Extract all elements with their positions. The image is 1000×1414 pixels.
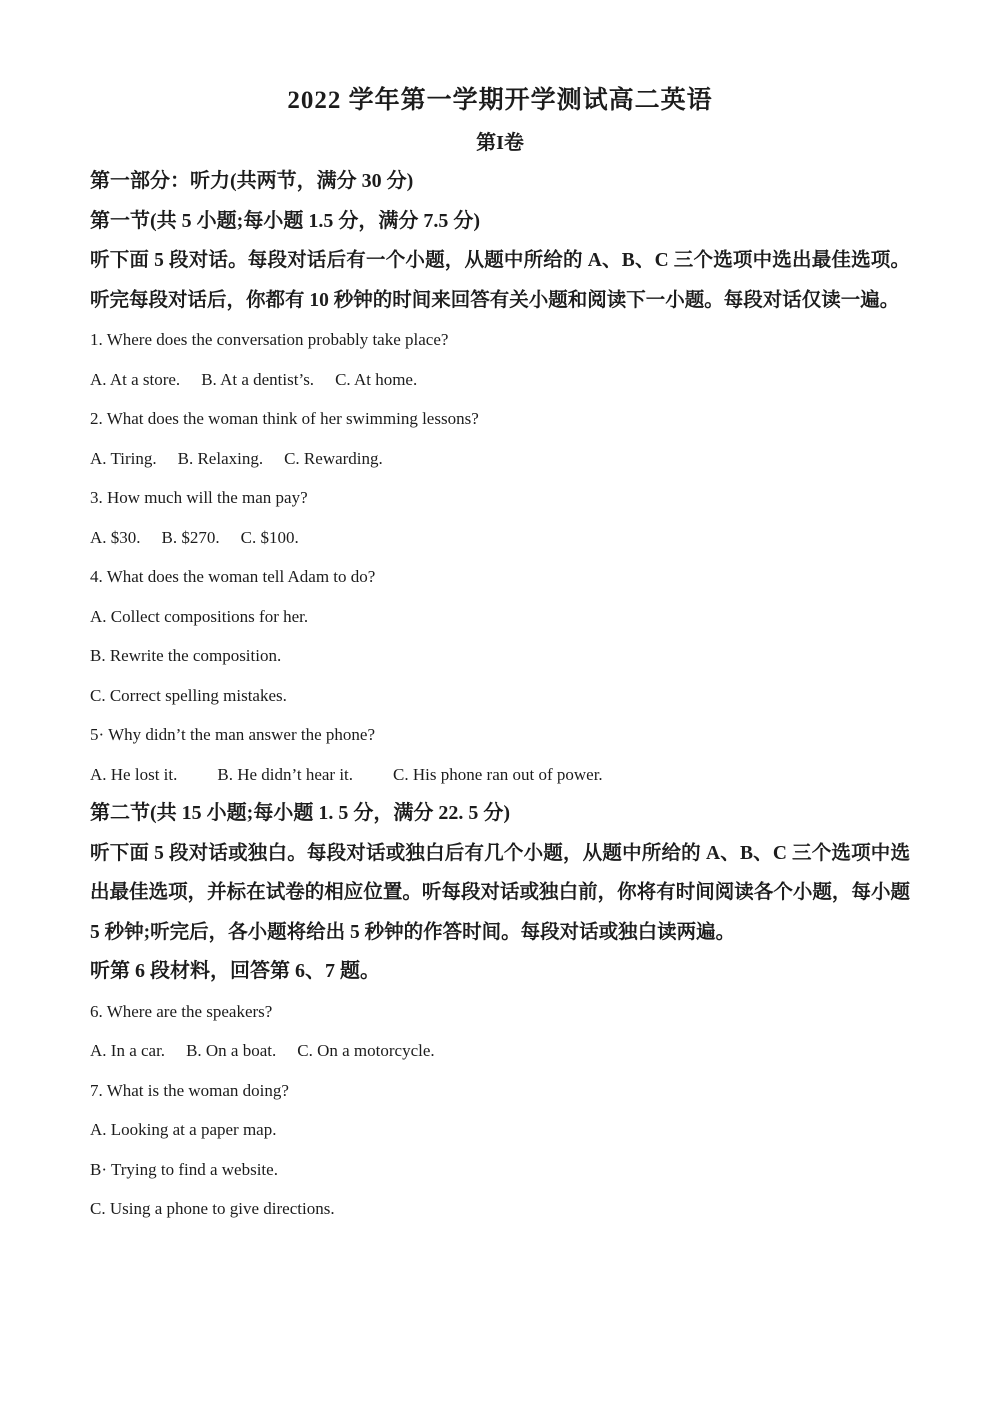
option-4b: B. Rewrite the composition.	[90, 646, 282, 665]
option-6c: C. On a motorcycle.	[297, 1041, 435, 1060]
option-1c: C. At home.	[335, 369, 418, 389]
option-7a: A. Looking at a paper map.	[90, 1120, 277, 1139]
question-6-text: 6. Where are the speakers?	[90, 1001, 273, 1021]
material-6-heading: 听第 6 段材料，回答第 6、7 题。	[90, 960, 380, 982]
section2-instructions: 听下面 5 段对话或独白。每段对话或独白后有几个小题，从题中所给的 A、B、C 三个选项中选出最佳选项，并标在试卷的相应位置。听每段对话或独白前，你将有时间阅读各个小题，每小题 5 秒钟;听完后，各小题将给出 5 秒钟的作答时间。每段对话或独白读两遍。	[90, 842, 910, 943]
option-3b: B. $270.	[161, 527, 220, 547]
question-6-options	[90, 1031, 910, 1071]
question-2-options	[90, 439, 910, 479]
question-3-text: 3. How much will the man pay?	[90, 488, 308, 507]
option-5c: C. His phone ran out of power.	[393, 764, 603, 784]
option-3a: A. $30.	[90, 527, 141, 547]
option-1a: A. At a store.	[90, 369, 181, 389]
exam-body	[90, 162, 910, 1229]
question-5-text: 5· Why didn’t the man answer the phone?	[90, 725, 375, 744]
question-2-text: 2. What does the woman think of her swimming lessons?	[90, 409, 479, 428]
option-7c: C. Using a phone to give directions.	[90, 1199, 335, 1218]
option-4c: C. Correct spelling mistakes.	[90, 685, 287, 705]
question-1-text: 1. Where does the conversation probably take place?	[90, 330, 449, 349]
option-3c: C. $100.	[240, 527, 299, 547]
option-7b: B· Trying to find a website.	[90, 1159, 278, 1179]
question-7-text: 7. What is the woman doing?	[90, 1080, 289, 1100]
option-6b: B. On a boat.	[186, 1041, 277, 1060]
option-5b: B. He didn’t hear it.	[217, 764, 354, 784]
option-2c: C. Rewarding.	[284, 448, 383, 468]
volume-heading: 第I卷	[476, 132, 524, 154]
option-2a: A. Tiring.	[90, 448, 157, 468]
option-5a: A. He lost it.	[90, 764, 178, 784]
exam-title: 2022 学年第一学期开学测试高二英语	[287, 87, 713, 114]
section1-heading: 第一节(共 5 小题;每小题 1.5 分，满分 7.5 分)	[90, 209, 480, 232]
question-4-text: 4. What does the woman tell Adam to do?	[90, 567, 376, 586]
question-5-options	[90, 755, 910, 795]
question-1-options	[90, 360, 910, 400]
option-1b: B. At a dentist’s.	[201, 369, 315, 389]
part1-heading: 第一部分：听力(共两节，满分 30 分)	[90, 170, 414, 192]
question-3-options	[90, 518, 910, 558]
section2-heading: 第二节(共 15 小题;每小题 1. 5 分，满分 22. 5 分)	[90, 802, 510, 824]
option-4a: A. Collect compositions for her.	[90, 606, 309, 626]
option-2b: B. Relaxing.	[177, 448, 264, 468]
option-6a: A. In a car.	[90, 1041, 166, 1060]
section1-instructions: 听下面 5 段对话。每段对话后有一个小题，从题中所给的 A、B、C 三个选项中选出最佳选项。听完每段对话后，你都有 10 秒钟的时间来回答有关小题和阅读下一小题。每段对话仅读一遍。	[90, 250, 910, 311]
